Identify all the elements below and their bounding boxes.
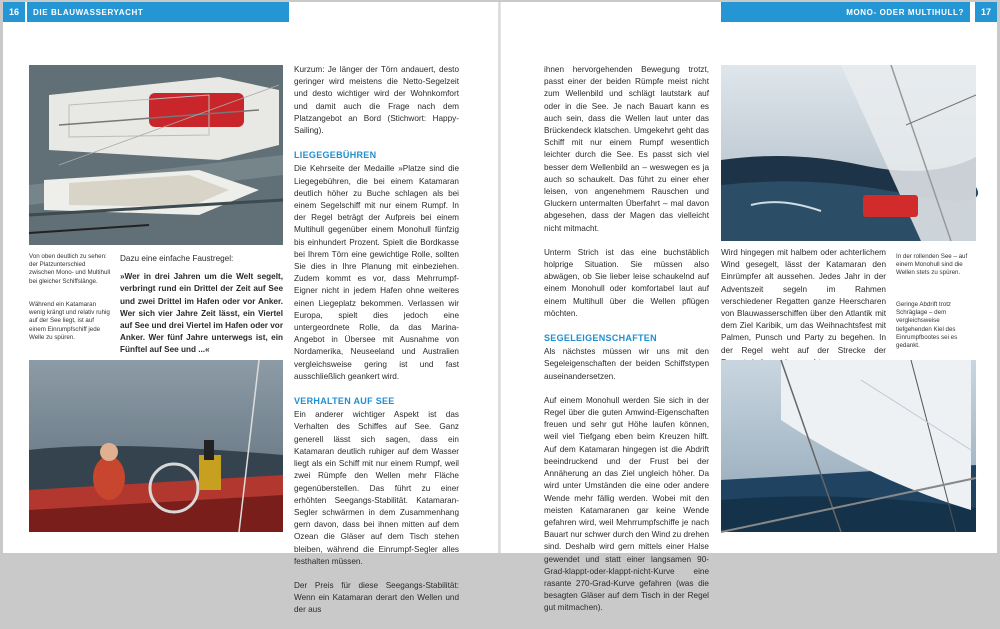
paragraph-unterm-strich: Unterm Strich ist das eine buchstäblich holprige Situation. Sie müssen also abwägen, ob Sie lieber leise schaukelnd auf einem Monohull oder komfortabel laut auf einem Multihull über die Wellen pflügen möchten. (544, 247, 709, 318)
paragraph-halber-wind: Wird hingegen mit halbem oder achterlichem Wind gesegelt, lässt der Katamaran den Einrümpfer alt aussehen. Jedes Jahr in der Adventszeit segeln im Rahmen verschiedener Regatten ganze Heerscharen von Blauwasserschiffen über den Atlantik mit dem Ziel Karibik, um das Weihnachtsfest mit Palmen, Punsch und Party zu begehen. In der Regel weht auf der Strecke der (721, 248, 886, 355)
running-header-right: MONO- ODER MULTIHULL? (721, 2, 970, 22)
paragraph-liegegebuehren: Die Kehrseite der Medaille »Platze sind die Liegegebühren, die bei einem Katamaran deutlich höher zu Buche schlagen als bei einem Segelschiff mit nur einem Rumpf. In der Regel beträgt der Aufpreis bei einem Multihull gegenüber einem Monohull fünfzig bis einhundert Prozent. Spielt die Bordkasse bei Ihrem Törn eine gewichtige Rolle, sollten Sie dies in Ihre Planung mit einbeziehen. Zudem kommt es vor, dass Mehrrumpf-Eigner nicht in jedem Hafen ohne weiteres einen Liegeplatz bekommen. Verlassen wir Europa, spielt dies jedoch eine untergeordnete Rolle, da das Marina-Angebot in Übersee mit Ausnahme von Nordamerika, Neuseeland und Australien vergleichsweise gering ist und fast ausschließlich geankert wird. (294, 164, 459, 381)
running-header-left: DIE BLAUWASSERYACHT (27, 2, 289, 22)
caption-aerial: Von oben deutlich zu sehen: der Platzunterschied zwischen Mono- und Multihull bei gleicher Schiffslänge. (29, 253, 111, 285)
photo-rolling-sea (721, 65, 976, 241)
faustregel-intro: Dazu eine einfache Faustregel: (120, 254, 234, 263)
paragraph-segel-intro: Als nächstes müssen wir uns mit den Segeleigenschaften der beiden Schiffstypen auseinandersetzen. (544, 347, 709, 381)
paragraph-verhalten: Ein anderer wichtiger Aspekt ist das Verhalten des Schiffes auf See. Ganz generell lässt sich sagen, dass ein Katamaran deutlich ruhiger auf dem Wasser liegt als ein Schiff mit nur einem Rumpf, weil zwei Rümpfe den Wellen mehr Fläche gegenüberstellen. Das führt zu einer erhöhten Seegangs-Stabilität. Katamaran-Segler schwärmen in dem Zusammenhang gern davon, dass bei ihnen mitten auf dem Ozean die Gläser auf dem Tisch stehen bleiben, während die Einrumpf-Segler alles festhalten müssen. (294, 410, 459, 566)
paragraph-kurzum: Kurzum: Je länger der Törn andauert, desto geringer wird meistens die Netto-Segelzeit und desto wichtiger wird der Wohnkomfort und damit auch die Frage nach dem Platzangebot an Bord (Stichwort: Happy-Sailing). (294, 65, 459, 136)
photo-sailor-helm (29, 360, 283, 532)
paragraph-bewegung: ihnen hervorgehenden Bewegung trotzt, passt einer der beiden Rümpfe meist nicht zum Wellenbild und schlägt lautstark auf oder in die See. Je nach Bauart kann es auch sein, dass die Wellen laut unter das Brückendeck klatschen. Umgekehrt geht das Schiff mit nur einem Rumpf wesentlich leichter durch die See. Es passt sich viel besser dem Wellenbild an – weswegen es ja auch so schaukelt. Das führt zu einer eher leisen, von angenehmem Rauschen und Gluckern untermalten Überfahrt – mal davon abgesehen, dass der Magen das vielleicht nicht mitmacht. (544, 65, 709, 233)
page-number-left: 16 (3, 2, 25, 22)
caption-sailing: Während ein Katamaran wenig krängt und relativ ruhig auf der See liegt, ist auf einem Einrumpfschiff jede Welle zu spüren. (29, 301, 110, 341)
caption-abdrift: Geringe Abdrift trotz Schräglage – dem vergleichsweise tiefgehenden Kiel des Einrumpfbootes sei es gedankt. (896, 301, 958, 350)
heading-segeleigenschaften: SEGELEIGENSCHAFTEN (544, 333, 657, 344)
paragraph-segel-monohull: Auf einem Monohull werden Sie sich in der Regel über die guten Amwind-Eigenschaften freuen und sehr gut Höhe laufen können, weil viel Tiefgang eben beim Kreuzen hilft. Auf dem Katamaran hingegen ist die Abdrift beeindruckend und der Frust bei der Annäherung an das Ziel ungleich höher. Da wird unter Umständen die eine oder andere Wende mehr fällig werden. Wobei mit den meisten Katamaranen gar keine Wende gefahren wird, weil Mehrrumpfschiffe je nach Bauart nur schwer durch den Wind zu drehen sind. Deshalb wird gern mittels einer Halse gewendet und statt einer langsamen 90-Grad-klappt-oder-klappt-nicht-Kurve eine rasante 270-Grad-Kurve gefahren (was die besagten Gläser auf dem Tisch in der Regel gut mitmachen). (544, 395, 709, 613)
page-number-right: 17 (975, 2, 997, 22)
caption-rolling-sea: In der rollenden See – auf einem Monohull sind die Wellen stets zu spüren. (896, 253, 968, 277)
photo-heeled-sail (721, 360, 976, 532)
right-page (500, 2, 997, 613)
heading-verhalten: VERHALTEN AUF SEE (294, 396, 395, 407)
heading-liegegebuehren: LIEGEGEBÜHREN (294, 150, 377, 161)
text-column-left-2 (294, 64, 459, 629)
book-spread (3, 2, 997, 615)
faustregel-quote: »Wer in drei Jahren um die Welt segelt, verbringt rund ein Drittel der Zeit auf See und zwei Drittel im Hafen oder vor Anker. Wer sich vier Jahre Zeit lässt, ein Viertel auf See und drei Viertel im Hafen oder vor Anker. Wer fünf Jahre unterwegs ist, ein Fünftel auf See und ...« (120, 272, 283, 355)
text-column-right-1 (544, 64, 709, 627)
photo-aerial-boats (29, 65, 283, 245)
paragraph-preis: Der Preis für diese Seegangs-Stabilität: Wenn ein Katamaran derart den Wellen und der aus (294, 580, 459, 615)
text-column-faustregel (120, 253, 283, 369)
left-page (3, 2, 499, 615)
